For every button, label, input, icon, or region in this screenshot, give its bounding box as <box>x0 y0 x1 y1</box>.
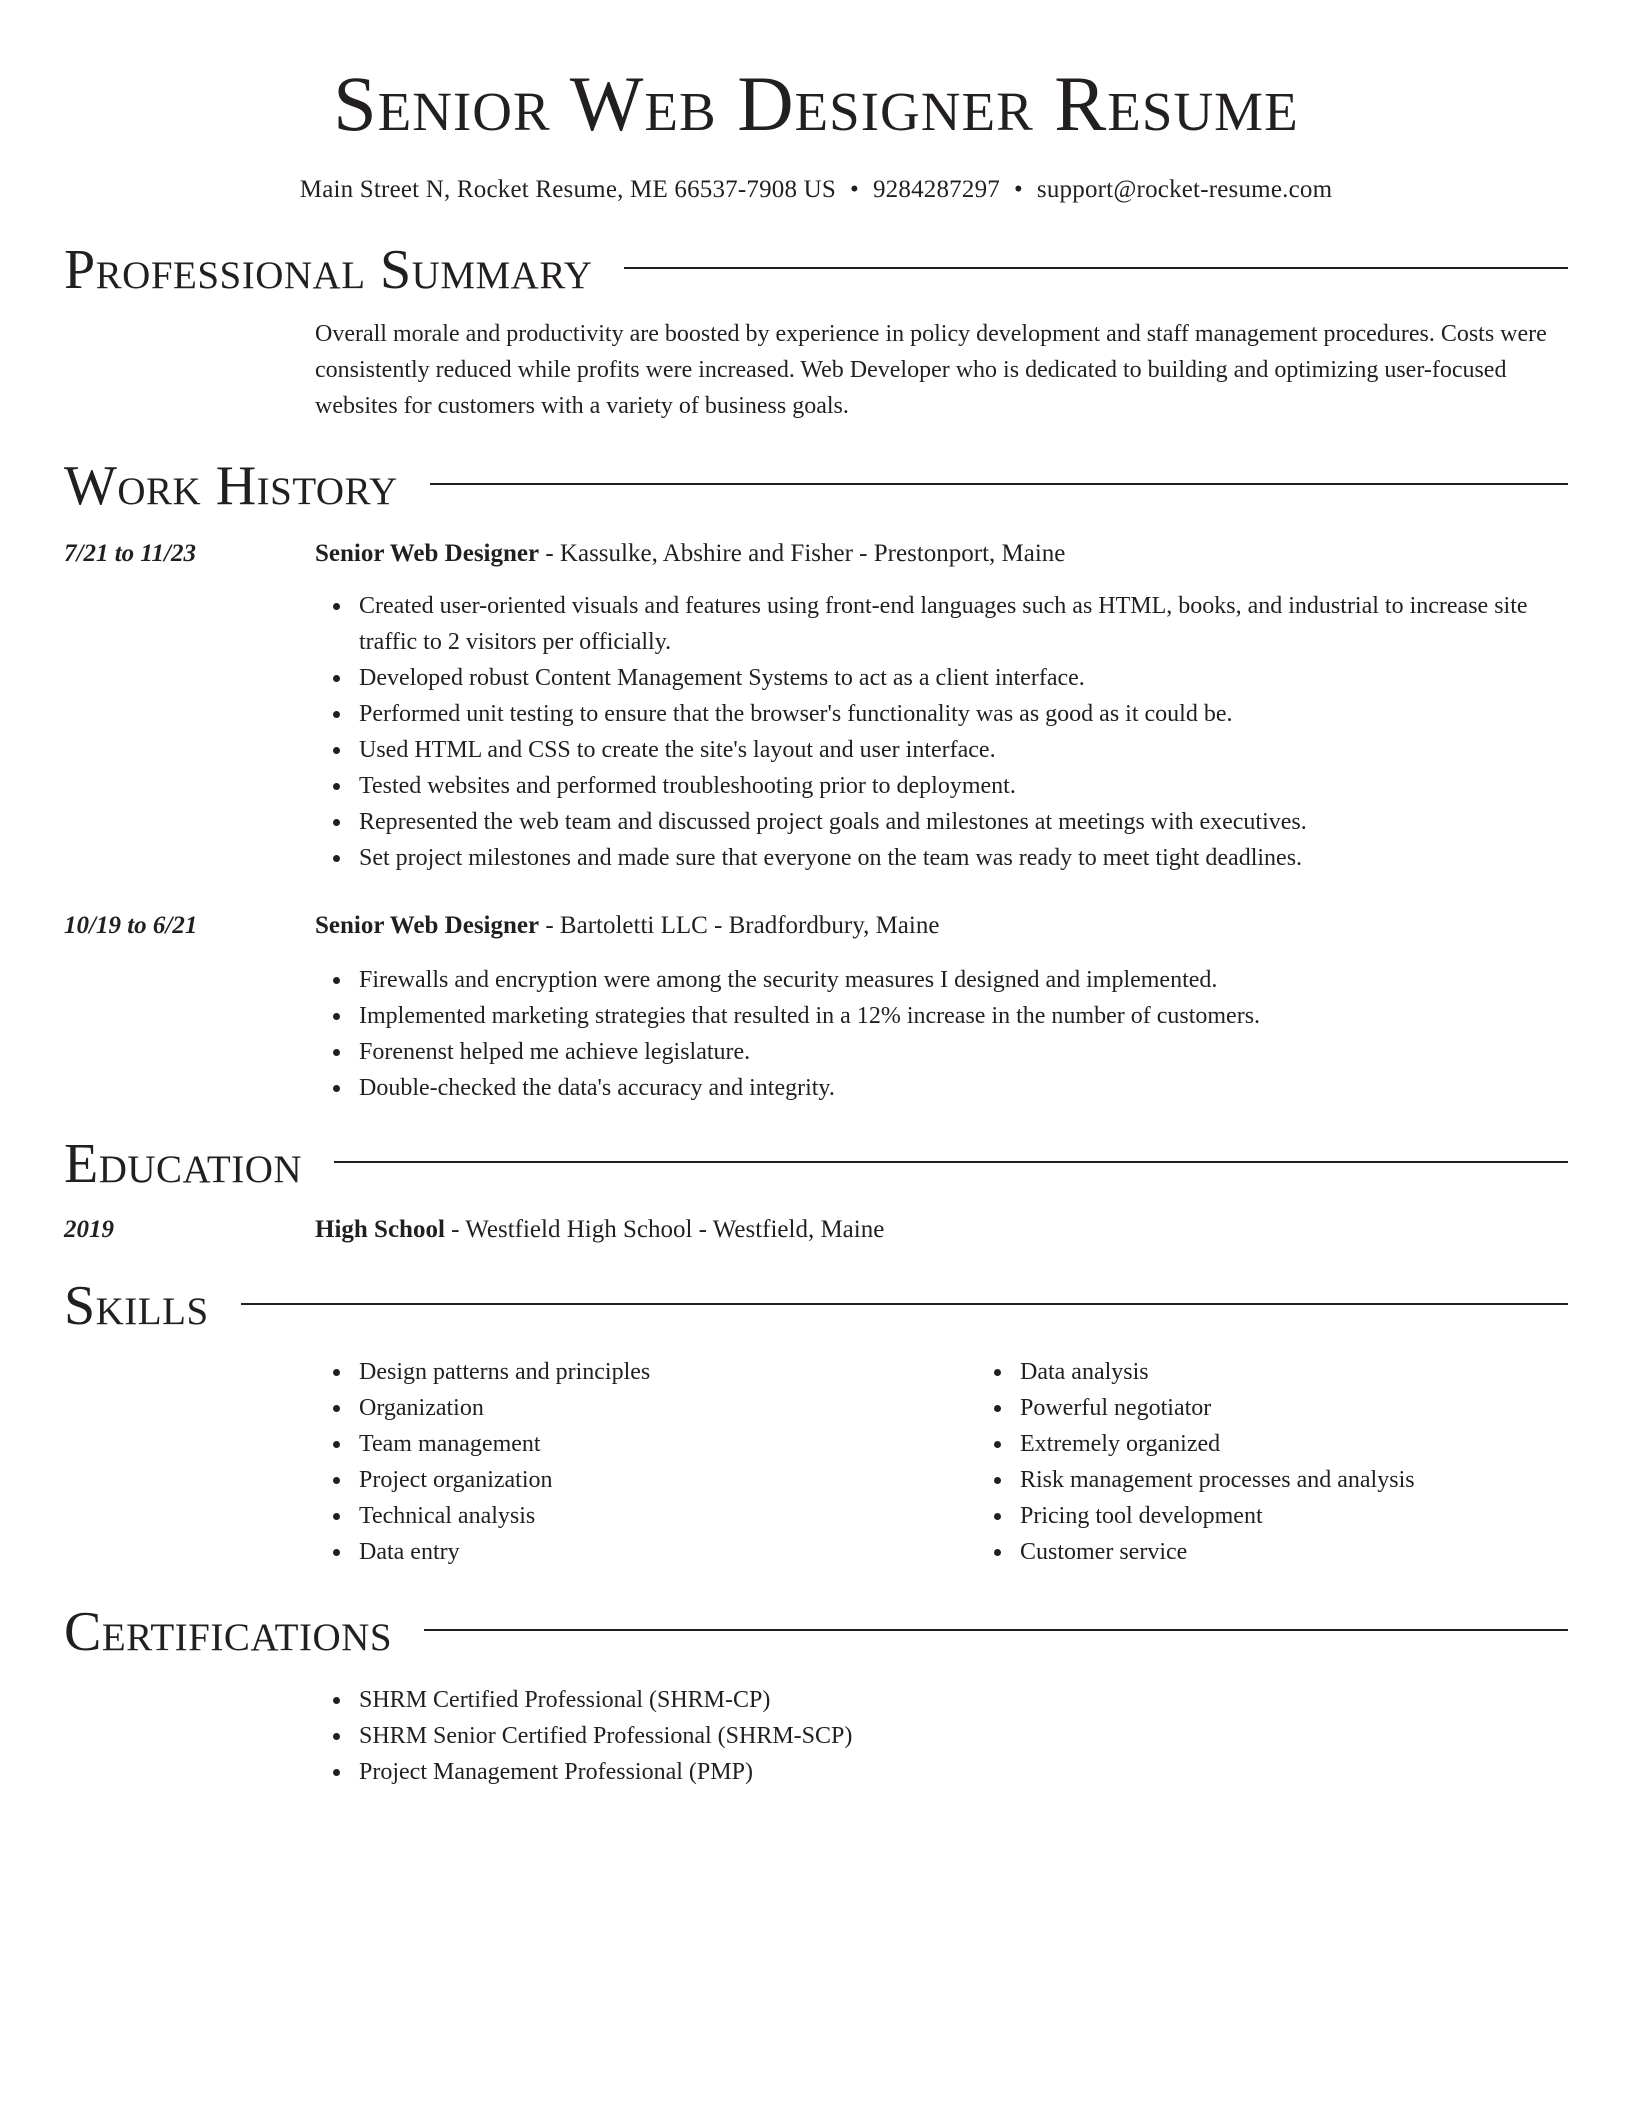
resume-page <box>64 0 1568 1790</box>
section-title-summary: Professional Summary <box>64 239 593 301</box>
contact-line <box>64 174 1568 206</box>
skills-section <box>64 1274 1568 1570</box>
section-header <box>64 1274 1568 1338</box>
education-section <box>64 1132 1568 1248</box>
certifications-section <box>64 1600 1568 1790</box>
list-item: Firewalls and encryption were among the security measures I designed and implemented. <box>359 962 1568 998</box>
job-title: Senior Web Designer <box>315 912 540 939</box>
section-header <box>64 454 1568 518</box>
list-item: Organization <box>359 1390 976 1426</box>
section-divider <box>424 1629 1568 1631</box>
list-item: Forenenst helped me achieve legislature. <box>359 1034 1568 1070</box>
education-entry <box>64 1212 1568 1248</box>
contact-email: support@rocket-resume.com <box>1036 176 1333 203</box>
section-title-work-history: Work History <box>64 455 398 517</box>
list-item: Team management <box>359 1426 976 1462</box>
certifications-list <box>315 1682 1568 1790</box>
list-item: SHRM Senior Certified Professional (SHRM-SCP) <box>359 1718 1568 1754</box>
contact-separator: • <box>1013 176 1023 203</box>
section-divider <box>624 267 1568 269</box>
work-history-section <box>64 454 1568 1106</box>
list-item: Powerful negotiator <box>1020 1390 1632 1426</box>
job-details: - Bartoletti LLC - Bradfordbury, Maine <box>539 912 940 939</box>
contact-address: Main Street N, Rocket Resume, ME 66537-7908 US <box>299 176 837 203</box>
skills-grid <box>315 1354 1632 1570</box>
section-header <box>64 238 1568 302</box>
job-dates: 10/19 to 6/21 <box>64 912 198 939</box>
list-item: Represented the web team and discussed project goals and milestones at meetings with executives. <box>359 804 1568 840</box>
list-item: Set project milestones and made sure that everyone on the team was ready to meet tight deadlines. <box>359 840 1568 876</box>
section-header <box>64 1600 1568 1664</box>
section-header <box>64 1132 1568 1196</box>
list-item: Developed robust Content Management Systems to act as a client interface. <box>359 660 1568 696</box>
list-item: Created user-oriented visuals and features using front-end languages such as HTML, books, and industrial to increase site traffic to 2 visitors per officially. <box>359 588 1568 660</box>
job-bullets <box>315 962 1568 1106</box>
list-item: Tested websites and performed troubleshooting prior to deployment. <box>359 768 1568 804</box>
list-item: SHRM Certified Professional (SHRM-CP) <box>359 1682 1568 1718</box>
section-divider <box>430 483 1568 485</box>
list-item: Design patterns and principles <box>359 1354 976 1390</box>
job-details: - Kassulke, Abshire and Fisher - Prestonport, Maine <box>539 540 1066 567</box>
job-entry <box>64 536 1568 876</box>
skills-list-right <box>976 1354 1632 1570</box>
list-item: Data analysis <box>1020 1354 1632 1390</box>
section-title-certifications: Certifications <box>64 1601 393 1663</box>
list-item: Customer service <box>1020 1534 1632 1570</box>
job-title: Senior Web Designer <box>315 540 540 567</box>
list-item: Risk management processes and analysis <box>1020 1462 1632 1498</box>
contact-separator: • <box>850 176 859 203</box>
list-item: Double-checked the data's accuracy and integrity. <box>359 1070 1568 1106</box>
job-header <box>315 536 1568 572</box>
resume-title: Senior Web Designer Resume <box>333 60 1299 147</box>
list-item: Technical analysis <box>359 1498 976 1534</box>
section-title-education: Education <box>64 1133 303 1195</box>
list-item: Extremely organized <box>1020 1426 1632 1462</box>
list-item: Pricing tool development <box>1020 1498 1632 1534</box>
skills-list-left <box>315 1354 976 1570</box>
education-details: - Westfield High School - Westfield, Maine <box>444 1216 885 1243</box>
job-dates: 7/21 to 11/23 <box>64 540 196 567</box>
education-degree: High School <box>315 1216 445 1243</box>
list-item: Project Management Professional (PMP) <box>359 1754 1568 1790</box>
education-header <box>315 1212 1568 1248</box>
job-header <box>315 908 1568 944</box>
list-item: Implemented marketing strategies that resulted in a 12% increase in the number of customers. <box>359 998 1568 1034</box>
education-year: 2019 <box>64 1216 114 1243</box>
list-item: Used HTML and CSS to create the site's layout and user interface. <box>359 732 1568 768</box>
summary-section <box>64 238 1568 424</box>
contact-phone: 9284287297 <box>872 176 1000 203</box>
job-bullets <box>315 588 1568 876</box>
summary-text: Overall morale and productivity are boosted by experience in policy development and staff management procedures. Costs were consistently reduced while profits were increased. Web Developer who is dedicated to building and optimizing user-focused websites for customers with a variety of business goals. <box>315 321 1547 419</box>
section-divider <box>334 1161 1568 1163</box>
section-divider <box>241 1303 1568 1305</box>
list-item: Project organization <box>359 1462 976 1498</box>
job-entry <box>64 908 1568 1106</box>
section-title-skills: Skills <box>64 1275 209 1337</box>
list-item: Data entry <box>359 1534 976 1570</box>
list-item: Performed unit testing to ensure that the browser's functionality was as good as it could be. <box>359 696 1568 732</box>
